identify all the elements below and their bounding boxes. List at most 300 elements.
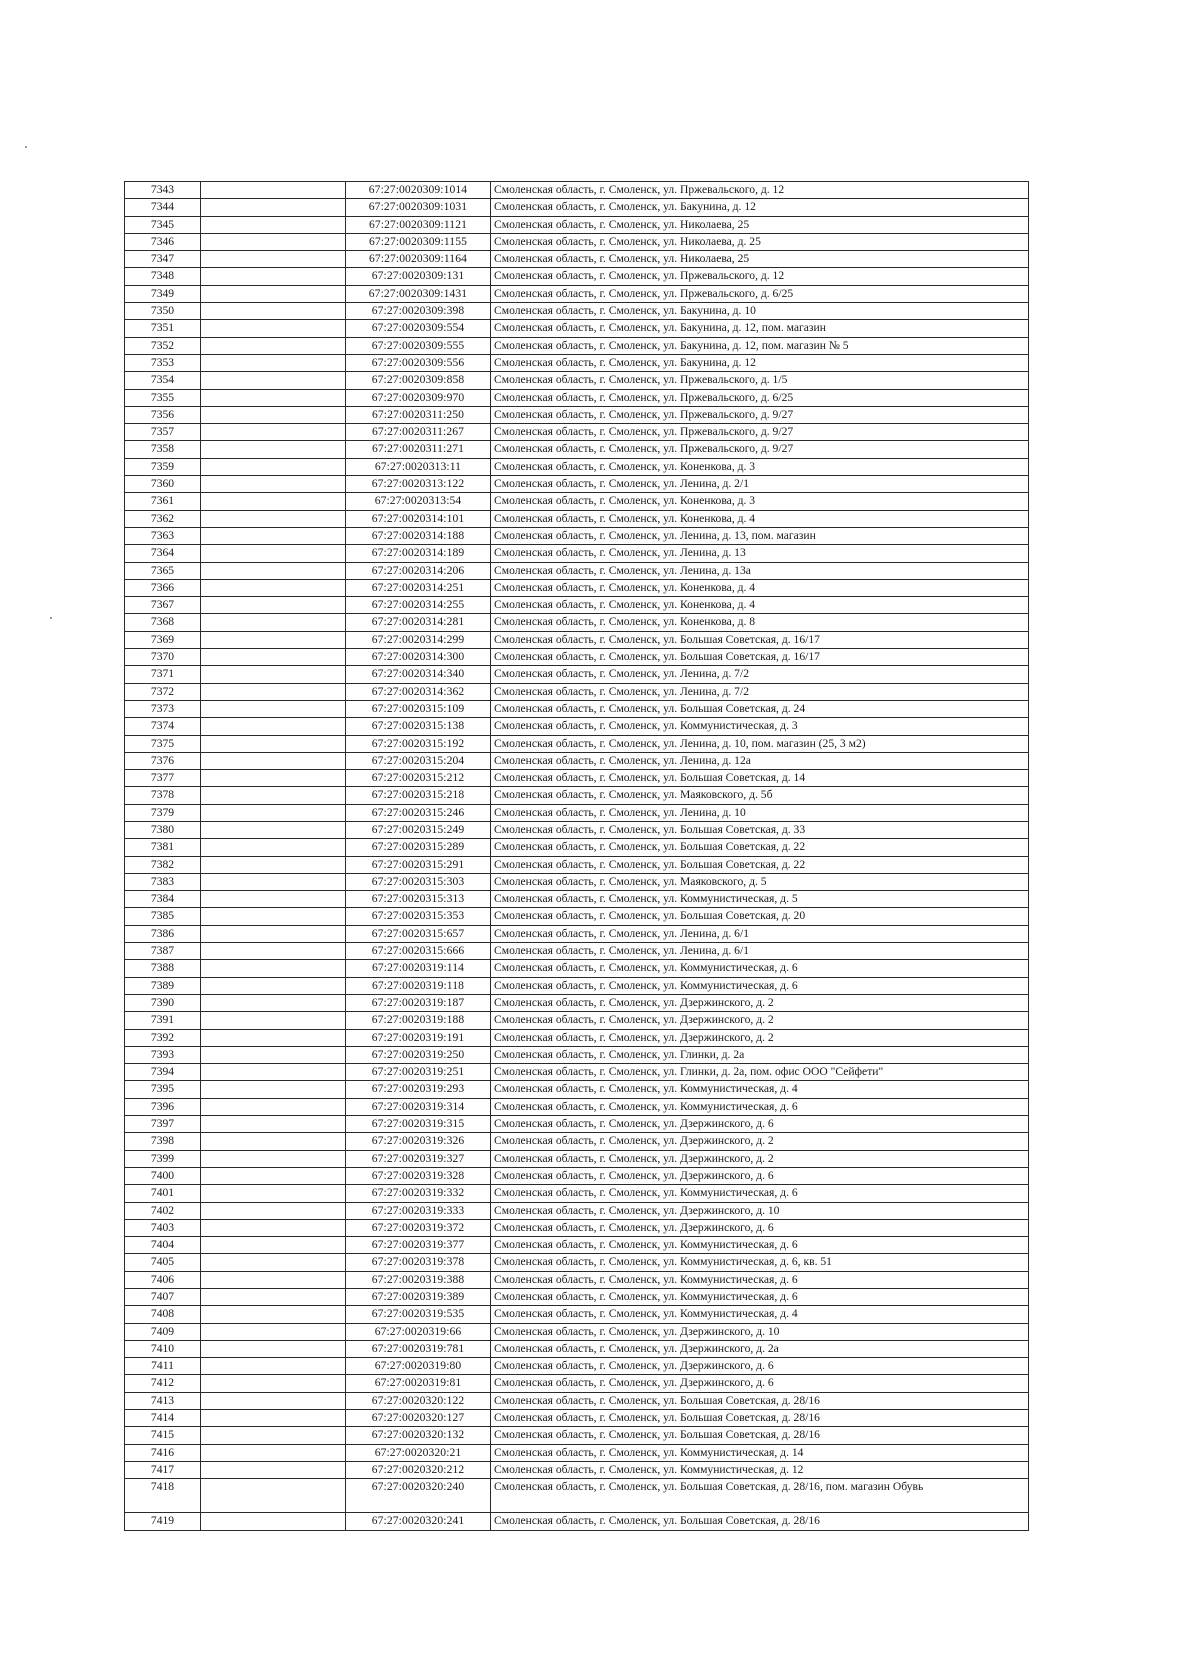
address-cell: Смоленская область, г. Смоленск, ул. Глинки, д. 2а	[491, 1046, 1029, 1063]
address-cell: Смоленская область, г. Смоленск, ул. Бакунина, д. 12, пом. магазин	[491, 320, 1029, 337]
table-row	[125, 285, 1029, 302]
row-number-cell: 7384	[125, 891, 201, 908]
table-row	[125, 303, 1029, 320]
address-cell: Смоленская область, г. Смоленск, ул. Большая Советская, д. 20	[491, 908, 1029, 925]
empty-cell	[201, 406, 346, 423]
table-row	[125, 510, 1029, 527]
row-number-cell: 7409	[125, 1323, 201, 1340]
table-row	[125, 1150, 1029, 1167]
table-row	[125, 1254, 1029, 1271]
address-cell: Смоленская область, г. Смоленск, ул. Пржевальского, д. 9/27	[491, 424, 1029, 441]
table-row	[125, 735, 1029, 752]
empty-cell	[201, 839, 346, 856]
empty-cell	[201, 199, 346, 216]
table-row	[125, 1064, 1029, 1081]
row-number-cell: 7354	[125, 372, 201, 389]
empty-cell	[201, 1046, 346, 1063]
empty-cell	[201, 579, 346, 596]
address-cell: Смоленская область, г. Смоленск, ул. Ленина, д. 12а	[491, 752, 1029, 769]
cadastral-number-cell: 67:27:0020319:81	[346, 1375, 491, 1392]
cadastral-number-cell: 67:27:0020309:1014	[346, 182, 491, 199]
empty-cell	[201, 683, 346, 700]
cadastral-number-cell: 67:27:0020314:206	[346, 562, 491, 579]
cadastral-number-cell: 67:27:0020320:241	[346, 1513, 491, 1530]
cadastral-number-cell: 67:27:0020309:556	[346, 354, 491, 371]
cadastral-number-cell: 67:27:0020319:333	[346, 1202, 491, 1219]
address-cell: Смоленская область, г. Смоленск, ул. Дзержинского, д. 6	[491, 1375, 1029, 1392]
cadastral-number-cell: 67:27:0020309:554	[346, 320, 491, 337]
address-cell: Смоленская область, г. Смоленск, ул. Большая Советская, д. 16/17	[491, 649, 1029, 666]
row-number-cell: 7411	[125, 1358, 201, 1375]
address-cell: Смоленская область, г. Смоленск, ул. Коммунистическая, д. 6, кв. 51	[491, 1254, 1029, 1271]
row-number-cell: 7382	[125, 856, 201, 873]
empty-cell	[201, 182, 346, 199]
empty-cell	[201, 1254, 346, 1271]
address-cell: Смоленская область, г. Смоленск, ул. Большая Советская, д. 33	[491, 821, 1029, 838]
cadastral-number-cell: 67:27:0020314:251	[346, 579, 491, 596]
cadastral-number-cell: 67:27:0020315:109	[346, 700, 491, 717]
empty-cell	[201, 1323, 346, 1340]
table-row	[125, 718, 1029, 735]
table-row	[125, 631, 1029, 648]
address-cell: Смоленская область, г. Смоленск, ул. Пржевальского, д. 9/27	[491, 406, 1029, 423]
row-number-cell: 7394	[125, 1064, 201, 1081]
row-number-cell: 7359	[125, 458, 201, 475]
address-cell: Смоленская область, г. Смоленск, ул. Большая Советская, д. 22	[491, 856, 1029, 873]
cadastral-number-cell: 67:27:0020315:657	[346, 925, 491, 942]
address-cell: Смоленская область, г. Смоленск, ул. Коненкова, д. 3	[491, 493, 1029, 510]
cadastral-number-cell: 67:27:0020315:218	[346, 787, 491, 804]
address-cell: Смоленская область, г. Смоленск, ул. Большая Советская, д. 28/16	[491, 1427, 1029, 1444]
row-number-cell: 7363	[125, 527, 201, 544]
address-cell: Смоленская область, г. Смоленск, ул. Дзержинского, д. 10	[491, 1323, 1029, 1340]
row-number-cell: 7372	[125, 683, 201, 700]
empty-cell	[201, 233, 346, 250]
empty-cell	[201, 562, 346, 579]
row-number-cell: 7353	[125, 354, 201, 371]
cadastral-number-cell: 67:27:0020315:204	[346, 752, 491, 769]
empty-cell	[201, 1012, 346, 1029]
row-number-cell: 7371	[125, 666, 201, 683]
row-number-cell: 7349	[125, 285, 201, 302]
cadastral-number-cell: 67:27:0020309:398	[346, 303, 491, 320]
row-number-cell: 7364	[125, 545, 201, 562]
cadastral-number-cell: 67:27:0020320:240	[346, 1479, 491, 1513]
table-row	[125, 493, 1029, 510]
empty-cell	[201, 770, 346, 787]
empty-cell	[201, 1358, 346, 1375]
address-cell: Смоленская область, г. Смоленск, ул. Дзержинского, д. 6	[491, 1358, 1029, 1375]
cadastral-number-cell: 67:27:0020315:138	[346, 718, 491, 735]
cadastral-number-cell: 67:27:0020319:80	[346, 1358, 491, 1375]
address-cell: Смоленская область, г. Смоленск, ул. Бакунина, д. 10	[491, 303, 1029, 320]
address-cell: Смоленская область, г. Смоленск, ул. Коммунистическая, д. 12	[491, 1461, 1029, 1478]
cadastral-number-cell: 67:27:0020319:315	[346, 1116, 491, 1133]
cadastral-number-cell: 67:27:0020314:362	[346, 683, 491, 700]
address-cell: Смоленская область, г. Смоленск, ул. Коммунистическая, д. 6	[491, 1098, 1029, 1115]
cadastral-number-cell: 67:27:0020313:11	[346, 458, 491, 475]
cadastral-number-cell: 67:27:0020319:188	[346, 1012, 491, 1029]
address-cell: Смоленская область, г. Смоленск, ул. Коммунистическая, д. 4	[491, 1081, 1029, 1098]
table-row	[125, 1461, 1029, 1478]
table-row	[125, 943, 1029, 960]
address-cell: Смоленская область, г. Смоленск, ул. Коненкова, д. 4	[491, 579, 1029, 596]
row-number-cell: 7362	[125, 510, 201, 527]
row-number-cell: 7360	[125, 476, 201, 493]
address-cell: Смоленская область, г. Смоленск, ул. Большая Советская, д. 28/16	[491, 1392, 1029, 1409]
table-row	[125, 700, 1029, 717]
cadastral-number-cell: 67:27:0020315:212	[346, 770, 491, 787]
empty-cell	[201, 285, 346, 302]
table-row	[125, 1202, 1029, 1219]
address-cell: Смоленская область, г. Смоленск, ул. Ленина, д. 13а	[491, 562, 1029, 579]
table-row	[125, 562, 1029, 579]
table-row	[125, 1306, 1029, 1323]
table-row	[125, 804, 1029, 821]
address-cell: Смоленская область, г. Смоленск, ул. Большая Советская, д. 16/17	[491, 631, 1029, 648]
row-number-cell: 7381	[125, 839, 201, 856]
table-row	[125, 1323, 1029, 1340]
cadastral-number-cell: 67:27:0020319:377	[346, 1237, 491, 1254]
cadastral-number-cell: 67:27:0020315:313	[346, 891, 491, 908]
cadastral-number-cell: 67:27:0020319:66	[346, 1323, 491, 1340]
cadastral-number-cell: 67:27:0020320:122	[346, 1392, 491, 1409]
empty-cell	[201, 1444, 346, 1461]
empty-cell	[201, 1479, 346, 1513]
cadastral-number-cell: 67:27:0020315:289	[346, 839, 491, 856]
table-row	[125, 1081, 1029, 1098]
cadastral-number-cell: 67:27:0020309:1031	[346, 199, 491, 216]
cadastral-number-cell: 67:27:0020315:249	[346, 821, 491, 838]
empty-cell	[201, 943, 346, 960]
table-row	[125, 666, 1029, 683]
row-number-cell: 7412	[125, 1375, 201, 1392]
address-cell: Смоленская область, г. Смоленск, ул. Коммунистическая, д. 14	[491, 1444, 1029, 1461]
empty-cell	[201, 1133, 346, 1150]
table-row	[125, 1133, 1029, 1150]
table-row	[125, 268, 1029, 285]
cadastral-number-cell: 67:27:0020314:188	[346, 527, 491, 544]
cadastral-number-cell: 67:27:0020314:299	[346, 631, 491, 648]
empty-cell	[201, 977, 346, 994]
row-number-cell: 7413	[125, 1392, 201, 1409]
row-number-cell: 7378	[125, 787, 201, 804]
empty-cell	[201, 337, 346, 354]
table-row	[125, 1219, 1029, 1236]
table-row	[125, 1185, 1029, 1202]
table-row	[125, 1029, 1029, 1046]
cadastral-number-cell: 67:27:0020319:250	[346, 1046, 491, 1063]
empty-cell	[201, 1237, 346, 1254]
cadastral-number-cell: 67:27:0020315:303	[346, 873, 491, 890]
empty-cell	[201, 268, 346, 285]
address-cell: Смоленская область, г. Смоленск, ул. Коммунистическая, д. 6	[491, 1185, 1029, 1202]
empty-cell	[201, 856, 346, 873]
cadastral-number-cell: 67:27:0020319:187	[346, 994, 491, 1011]
address-cell: Смоленская область, г. Смоленск, ул. Коненкова, д. 4	[491, 597, 1029, 614]
row-number-cell: 7351	[125, 320, 201, 337]
table-row	[125, 354, 1029, 371]
address-cell: Смоленская область, г. Смоленск, ул. Дзержинского, д. 2	[491, 1029, 1029, 1046]
address-cell: Смоленская область, г. Смоленск, ул. Коммунистическая, д. 4	[491, 1306, 1029, 1323]
empty-cell	[201, 251, 346, 268]
empty-cell	[201, 960, 346, 977]
empty-cell	[201, 527, 346, 544]
cadastral-number-cell: 67:27:0020309:131	[346, 268, 491, 285]
row-number-cell: 7350	[125, 303, 201, 320]
table-row	[125, 856, 1029, 873]
address-cell: Смоленская область, г. Смоленск, ул. Большая Советская, д. 22	[491, 839, 1029, 856]
row-number-cell: 7375	[125, 735, 201, 752]
table-row	[125, 1116, 1029, 1133]
address-cell: Смоленская область, г. Смоленск, ул. Коммунистическая, д. 5	[491, 891, 1029, 908]
cadastral-number-cell: 67:27:0020309:1164	[346, 251, 491, 268]
empty-cell	[201, 1081, 346, 1098]
empty-cell	[201, 1219, 346, 1236]
table-row	[125, 251, 1029, 268]
row-number-cell: 7401	[125, 1185, 201, 1202]
address-cell: Смоленская область, г. Смоленск, ул. Коммунистическая, д. 3	[491, 718, 1029, 735]
address-cell: Смоленская область, г. Смоленск, ул. Ленина, д. 2/1	[491, 476, 1029, 493]
cadastral-number-cell: 67:27:0020314:300	[346, 649, 491, 666]
row-number-cell: 7397	[125, 1116, 201, 1133]
cadastral-number-cell: 67:27:0020314:281	[346, 614, 491, 631]
cadastral-number-cell: 67:27:0020314:101	[346, 510, 491, 527]
table-row	[125, 441, 1029, 458]
table-row	[125, 960, 1029, 977]
empty-cell	[201, 666, 346, 683]
cadastral-number-cell: 67:27:0020309:1121	[346, 216, 491, 233]
row-number-cell: 7370	[125, 649, 201, 666]
address-cell: Смоленская область, г. Смоленск, ул. Коммунистическая, д. 6	[491, 1271, 1029, 1288]
row-number-cell: 7361	[125, 493, 201, 510]
cadastral-number-cell: 67:27:0020315:291	[346, 856, 491, 873]
address-cell: Смоленская область, г. Смоленск, ул. Николаева, 25	[491, 251, 1029, 268]
empty-cell	[201, 389, 346, 406]
cadastral-number-cell: 67:27:0020320:127	[346, 1410, 491, 1427]
cadastral-number-cell: 67:27:0020309:1431	[346, 285, 491, 302]
row-number-cell: 7366	[125, 579, 201, 596]
address-cell: Смоленская область, г. Смоленск, ул. Коненкова, д. 3	[491, 458, 1029, 475]
row-number-cell: 7352	[125, 337, 201, 354]
row-number-cell: 7414	[125, 1410, 201, 1427]
address-cell: Смоленская область, г. Смоленск, ул. Коненкова, д. 8	[491, 614, 1029, 631]
address-cell: Смоленская область, г. Смоленск, ул. Большая Советская, д. 28/16	[491, 1410, 1029, 1427]
address-cell: Смоленская область, г. Смоленск, ул. Пржевальского, д. 9/27	[491, 441, 1029, 458]
table-row	[125, 1444, 1029, 1461]
empty-cell	[201, 1461, 346, 1478]
address-cell: Смоленская область, г. Смоленск, ул. Большая Советская, д. 28/16, пом. магазин Обувь	[491, 1479, 1029, 1513]
row-number-cell: 7380	[125, 821, 201, 838]
empty-cell	[201, 1513, 346, 1530]
row-number-cell: 7392	[125, 1029, 201, 1046]
cadastral-number-cell: 67:27:0020315:666	[346, 943, 491, 960]
row-number-cell: 7369	[125, 631, 201, 648]
empty-cell	[201, 1098, 346, 1115]
cadastral-number-cell: 67:27:0020319:326	[346, 1133, 491, 1150]
table-row	[125, 839, 1029, 856]
empty-cell	[201, 718, 346, 735]
empty-cell	[201, 908, 346, 925]
empty-cell	[201, 821, 346, 838]
empty-cell	[201, 614, 346, 631]
row-number-cell: 7398	[125, 1133, 201, 1150]
address-cell: Смоленская область, г. Смоленск, ул. Дзержинского, д. 2	[491, 1012, 1029, 1029]
address-cell: Смоленская область, г. Смоленск, ул. Дзержинского, д. 2	[491, 994, 1029, 1011]
address-cell: Смоленская область, г. Смоленск, ул. Большая Советская, д. 14	[491, 770, 1029, 787]
row-number-cell: 7345	[125, 216, 201, 233]
empty-cell	[201, 1167, 346, 1184]
address-cell: Смоленская область, г. Смоленск, ул. Бакунина, д. 12	[491, 199, 1029, 216]
address-cell: Смоленская область, г. Смоленск, ул. Дзержинского, д. 2	[491, 1150, 1029, 1167]
row-number-cell: 7355	[125, 389, 201, 406]
empty-cell	[201, 510, 346, 527]
cadastral-number-cell: 67:27:0020319:191	[346, 1029, 491, 1046]
cadastral-number-cell: 67:27:0020309:970	[346, 389, 491, 406]
address-cell: Смоленская область, г. Смоленск, ул. Николаева, 25	[491, 216, 1029, 233]
address-cell: Смоленская область, г. Смоленск, ул. Ленина, д. 13	[491, 545, 1029, 562]
cadastral-number-cell: 67:27:0020319:781	[346, 1340, 491, 1357]
cadastral-number-cell: 67:27:0020309:555	[346, 337, 491, 354]
table-row	[125, 770, 1029, 787]
table-row	[125, 891, 1029, 908]
address-cell: Смоленская область, г. Смоленск, ул. Дзержинского, д. 2а	[491, 1340, 1029, 1357]
row-number-cell: 7383	[125, 873, 201, 890]
row-number-cell: 7376	[125, 752, 201, 769]
address-cell: Смоленская область, г. Смоленск, ул. Коммунистическая, д. 6	[491, 1289, 1029, 1306]
empty-cell	[201, 1375, 346, 1392]
row-number-cell: 7417	[125, 1461, 201, 1478]
row-number-cell: 7416	[125, 1444, 201, 1461]
address-cell: Смоленская область, г. Смоленск, ул. Коммунистическая, д. 6	[491, 977, 1029, 994]
empty-cell	[201, 1185, 346, 1202]
table-row	[125, 1375, 1029, 1392]
table-row	[125, 977, 1029, 994]
row-number-cell: 7396	[125, 1098, 201, 1115]
cadastral-number-cell: 67:27:0020319:378	[346, 1254, 491, 1271]
table-row	[125, 994, 1029, 1011]
table-row	[125, 873, 1029, 890]
address-cell: Смоленская область, г. Смоленск, ул. Пржевальского, д. 12	[491, 182, 1029, 199]
empty-cell	[201, 1271, 346, 1288]
table-row	[125, 1340, 1029, 1357]
empty-cell	[201, 735, 346, 752]
address-cell: Смоленская область, г. Смоленск, ул. Николаева, д. 25	[491, 233, 1029, 250]
table-row	[125, 1167, 1029, 1184]
table-row	[125, 908, 1029, 925]
empty-cell	[201, 545, 346, 562]
empty-cell	[201, 216, 346, 233]
address-cell: Смоленская область, г. Смоленск, ул. Пржевальского, д. 6/25	[491, 285, 1029, 302]
table-row	[125, 787, 1029, 804]
empty-cell	[201, 354, 346, 371]
row-number-cell: 7391	[125, 1012, 201, 1029]
row-number-cell: 7356	[125, 406, 201, 423]
address-cell: Смоленская область, г. Смоленск, ул. Бакунина, д. 12, пом. магазин № 5	[491, 337, 1029, 354]
row-number-cell: 7395	[125, 1081, 201, 1098]
table-row	[125, 527, 1029, 544]
cadastral-number-cell: 67:27:0020319:388	[346, 1271, 491, 1288]
table-row	[125, 233, 1029, 250]
table-row	[125, 614, 1029, 631]
cadastral-number-cell: 67:27:0020315:246	[346, 804, 491, 821]
scan-speck	[25, 146, 27, 148]
table-row	[125, 199, 1029, 216]
cadastral-number-cell: 67:27:0020319:332	[346, 1185, 491, 1202]
address-cell: Смоленская область, г. Смоленск, ул. Ленина, д. 7/2	[491, 683, 1029, 700]
cadastral-number-cell: 67:27:0020309:1155	[346, 233, 491, 250]
address-cell: Смоленская область, г. Смоленск, ул. Ленина, д. 7/2	[491, 666, 1029, 683]
row-number-cell: 7404	[125, 1237, 201, 1254]
row-number-cell: 7379	[125, 804, 201, 821]
row-number-cell: 7407	[125, 1289, 201, 1306]
empty-cell	[201, 441, 346, 458]
table-row	[125, 337, 1029, 354]
empty-cell	[201, 1064, 346, 1081]
table-row	[125, 216, 1029, 233]
address-cell: Смоленская область, г. Смоленск, ул. Большая Советская, д. 24	[491, 700, 1029, 717]
address-cell: Смоленская область, г. Смоленск, ул. Маяковского, д. 5	[491, 873, 1029, 890]
table-row	[125, 1392, 1029, 1409]
cadastral-number-cell: 67:27:0020320:132	[346, 1427, 491, 1444]
scan-speck	[50, 617, 52, 619]
table-row	[125, 1513, 1029, 1530]
table-row	[125, 1237, 1029, 1254]
table-row	[125, 925, 1029, 942]
row-number-cell: 7400	[125, 1167, 201, 1184]
address-cell: Смоленская область, г. Смоленск, ул. Коненкова, д. 4	[491, 510, 1029, 527]
empty-cell	[201, 320, 346, 337]
row-number-cell: 7406	[125, 1271, 201, 1288]
row-number-cell: 7374	[125, 718, 201, 735]
table-row	[125, 424, 1029, 441]
empty-cell	[201, 700, 346, 717]
empty-cell	[201, 303, 346, 320]
table-row	[125, 1479, 1029, 1513]
row-number-cell: 7348	[125, 268, 201, 285]
empty-cell	[201, 873, 346, 890]
address-cell: Смоленская область, г. Смоленск, ул. Маяковского, д. 5б	[491, 787, 1029, 804]
row-number-cell: 7347	[125, 251, 201, 268]
row-number-cell: 7399	[125, 1150, 201, 1167]
address-cell: Смоленская область, г. Смоленск, ул. Коммунистическая, д. 6	[491, 1237, 1029, 1254]
empty-cell	[201, 1029, 346, 1046]
cadastral-number-cell: 67:27:0020319:535	[346, 1306, 491, 1323]
cadastral-number-cell: 67:27:0020319:314	[346, 1098, 491, 1115]
address-cell: Смоленская область, г. Смоленск, ул. Дзержинского, д. 2	[491, 1133, 1029, 1150]
row-number-cell: 7344	[125, 199, 201, 216]
row-number-cell: 7405	[125, 1254, 201, 1271]
empty-cell	[201, 925, 346, 942]
address-cell: Смоленская область, г. Смоленск, ул. Пржевальского, д. 12	[491, 268, 1029, 285]
cadastral-number-cell: 67:27:0020314:340	[346, 666, 491, 683]
row-number-cell: 7408	[125, 1306, 201, 1323]
address-cell: Смоленская область, г. Смоленск, ул. Ленина, д. 6/1	[491, 925, 1029, 942]
address-cell: Смоленская область, г. Смоленск, ул. Коммунистическая, д. 6	[491, 960, 1029, 977]
table-row	[125, 579, 1029, 596]
cadastral-number-cell: 67:27:0020315:192	[346, 735, 491, 752]
empty-cell	[201, 994, 346, 1011]
row-number-cell: 7418	[125, 1479, 201, 1513]
table-row	[125, 389, 1029, 406]
cadastral-number-cell: 67:27:0020320:212	[346, 1461, 491, 1478]
cadastral-number-cell: 67:27:0020311:271	[346, 441, 491, 458]
empty-cell	[201, 1410, 346, 1427]
cadastral-number-cell: 67:27:0020320:21	[346, 1444, 491, 1461]
empty-cell	[201, 1392, 346, 1409]
table-row	[125, 821, 1029, 838]
address-cell: Смоленская область, г. Смоленск, ул. Дзержинского, д. 10	[491, 1202, 1029, 1219]
